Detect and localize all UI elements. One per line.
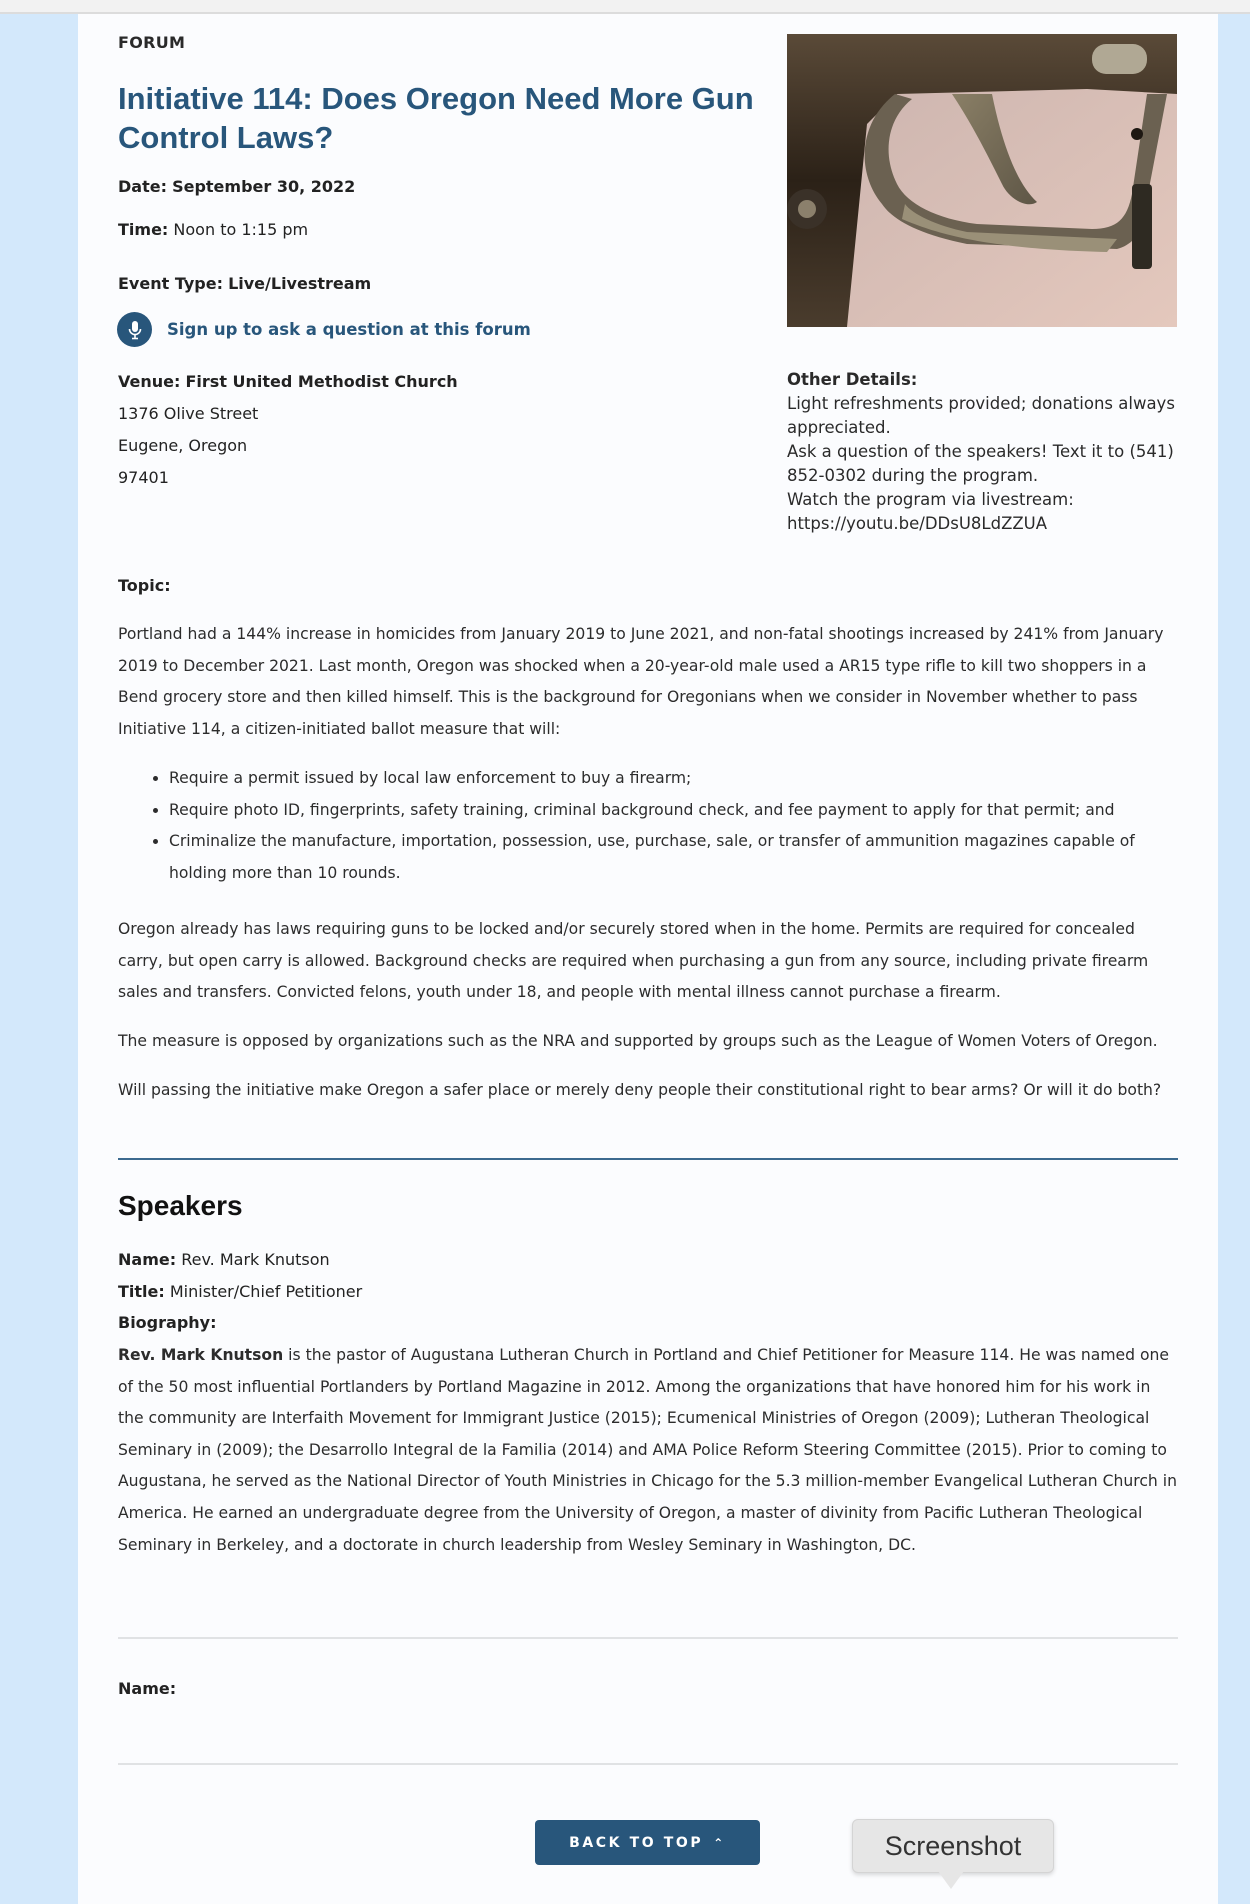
time-value: Noon to 1:15 pm — [173, 220, 309, 239]
browser-top-bar — [0, 0, 1250, 14]
event-type-value: Live/Livestream — [228, 274, 372, 293]
bio-label-text: Biography: — [118, 1313, 217, 1332]
other-detail-line: Ask a question of the speakers! Text it to (541) 852-0302 during the program. — [787, 442, 1174, 485]
bullet-item: • Require photo ID, fingerprints, safety training, criminal background check, and fee payment to apply for that permit; and — [169, 795, 1180, 827]
event-photo — [787, 34, 1177, 327]
topic-label — [118, 576, 171, 595]
event-time — [118, 220, 308, 239]
speaker-divider — [118, 1637, 1178, 1639]
event-type — [118, 274, 371, 293]
bio-lead: Rev. Mark Knutson — [118, 1346, 284, 1364]
speaker-divider — [118, 1763, 1178, 1765]
trigger-photo-illustration — [787, 34, 1177, 327]
speaker-title-value: Minister/Chief Petitioner — [169, 1282, 363, 1301]
other-details-label: Other Details: — [787, 370, 918, 389]
bio-text: is the pastor of Augustana Lutheran Church in Portland and Chief Petitioner for Measure 114. He was named one of the 50 most influential Portlanders by Portland Magazine in 2012. Among the organizations that have honored him for his work in the community are Interfaith Movement for Immigrant Justice (2015); Ecumenical Ministries of Oregon (2009); Lutheran Theological Seminary in (2009); the Desarrollo Integral de la Familia (2014) and AMA Police Reform Steering Committee (2015). Prior to coming to Augustana, he served as the National Director of Youth Ministries in Chicago for the 5.3 million-member Evangelical Lutheran Church in America. He earned an undergraduate degree from the University of Oregon, a master of divinity from Pacific Lutheran Theological Seminary in Berkeley, and a doctorate in church leadership from Wesley Seminary in Washington, DC. — [118, 1346, 1177, 1554]
speaker-name-2 — [118, 1679, 176, 1698]
speaker-title — [118, 1282, 362, 1301]
back-to-top-label: BACK TO TOP — [569, 1834, 704, 1851]
back-to-top-button[interactable] — [535, 1820, 760, 1865]
venue-street: 1376 Olive Street — [118, 404, 259, 423]
speaker-name — [118, 1250, 330, 1269]
speaker-bio-label — [118, 1313, 216, 1332]
tooltip-arrow — [938, 1871, 964, 1889]
date-label: Date: — [118, 177, 167, 196]
bullet-item: • Require a permit issued by local law enforcement to buy a firearm; — [169, 763, 1180, 795]
date-value: September 30, 2022 — [172, 177, 356, 196]
speaker-name-label: Name: — [118, 1250, 177, 1269]
venue-zip: 97401 — [118, 468, 169, 487]
speaker-title-label: Title: — [118, 1282, 165, 1301]
topic-paragraph: Will passing the initiative make Oregon a safer place or merely deny people their constitutional right to bear arms? Or will it do both? — [118, 1081, 1162, 1099]
event-date — [118, 177, 355, 196]
microphone-icon — [117, 312, 152, 347]
other-details — [787, 368, 1177, 536]
topic-bullets — [118, 763, 1180, 889]
category-label: FORUM — [118, 33, 186, 52]
chevron-up-icon: ⌃ — [713, 1835, 726, 1850]
topic-label-text: Topic: — [118, 576, 171, 595]
topic-paragraph: Oregon already has laws requiring guns to be locked and/or securely stored when in the home. Permits are required for concealed carry, but open carry is allowed. Background checks are required when purchasing a gun from any source, including private firearm sales and transfers. Convicted felons, youth under 18, and people with mental illness cannot purchase a firearm. — [118, 920, 1149, 1002]
venue-heading — [118, 372, 458, 391]
event-type-label: Event Type: — [118, 274, 223, 293]
venue-label: Venue: — [118, 372, 181, 391]
signup-link[interactable] — [117, 312, 531, 347]
venue-name: First United Methodist Church — [185, 372, 458, 391]
time-label: Time: — [118, 220, 169, 239]
speakers-heading: Speakers — [118, 1190, 243, 1221]
speaker-bio — [118, 1340, 1180, 1561]
other-detail-line: Watch the program via livestream: https://youtu.be/DDsU8LdZZUA — [787, 490, 1074, 533]
topic-intro: Portland had a 144% increase in homicides from January 2019 to June 2021, and non-fatal shootings increased by 241% from January 2019 to December 2021. Last month, Oregon was shocked when a 20-year-old male used a AR15 type rifle to kill two shoppers in a Bend grocery store and then killed himself. This is the background for Oregonians when we consider in November whether to pass Initiative 114, a citizen-initiated ballot measure that will: — [118, 625, 1164, 738]
speaker-name-label: Name: — [118, 1679, 177, 1698]
signup-link-text[interactable]: Sign up to ask a question at this forum — [167, 320, 531, 339]
speaker-name-value: Rev. Mark Knutson — [181, 1250, 330, 1269]
page-title: Initiative 114: Does Oregon Need More Gun Control Laws? — [118, 81, 754, 155]
bullet-item: • Criminalize the manufacture, importation, possession, use, purchase, sale, or transfer of ammunition magazines capable of holding more than 10 rounds. — [169, 826, 1180, 889]
other-detail-line: Light refreshments provided; donations always appreciated. — [787, 394, 1175, 437]
screenshot-tooltip — [852, 1819, 1054, 1873]
venue-city: Eugene, Oregon — [118, 436, 248, 455]
tooltip-text: Screenshot — [884, 1830, 1022, 1861]
section-divider — [118, 1158, 1178, 1160]
topic-paragraph: The measure is opposed by organizations such as the NRA and supported by groups such as the League of Women Voters of Oregon. — [118, 1032, 1158, 1050]
